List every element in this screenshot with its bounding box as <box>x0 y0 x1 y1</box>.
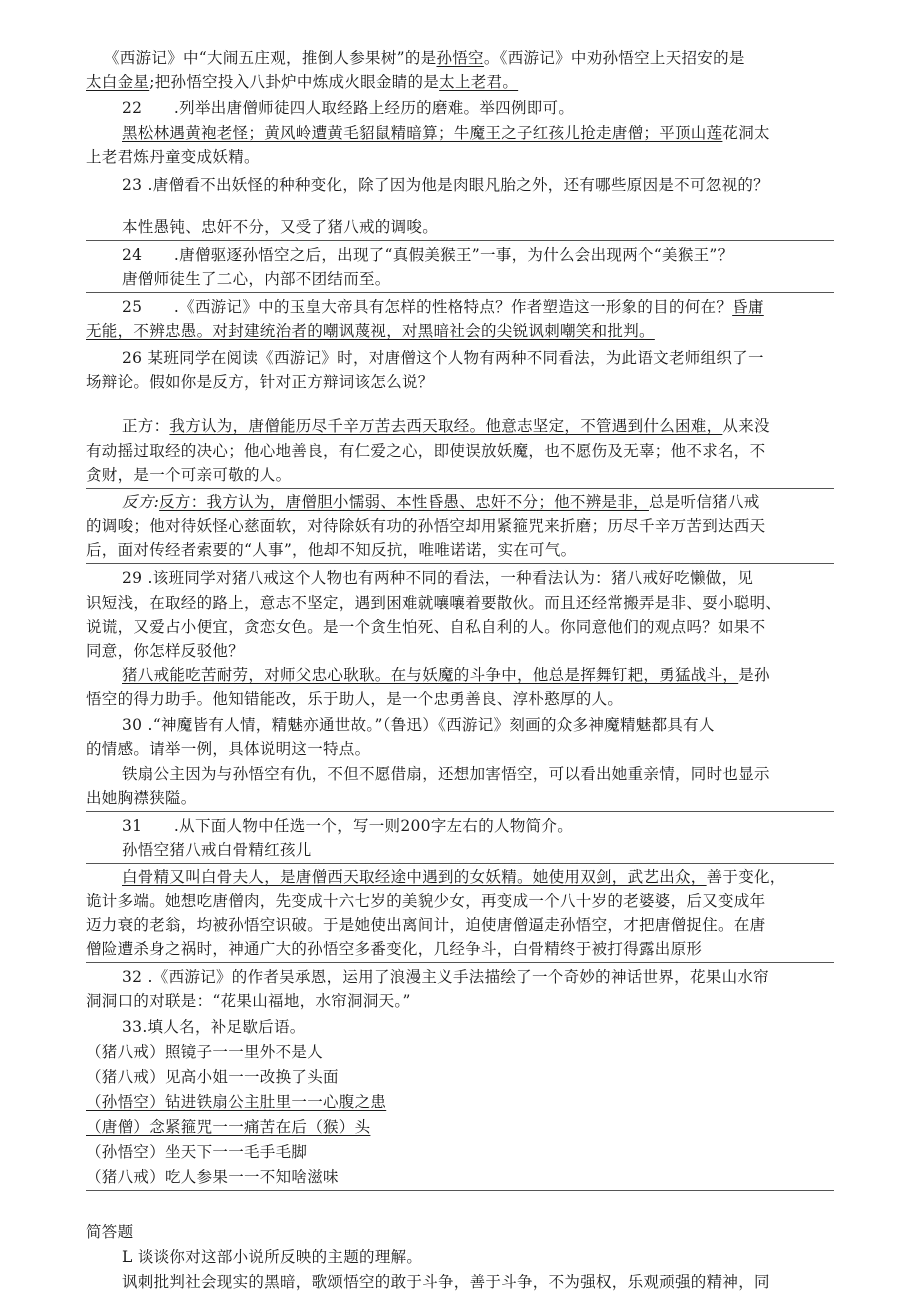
divider <box>86 292 834 293</box>
q31-answer-line3: 迈力衰的老翁，均被孙悟空识破。于是她使出离间计，迫使唐僧逼走孙悟空，才把唐僧捉住。在唐 <box>86 916 766 934</box>
q23-answer: 本性愚钝、忠奸不分，又受了猪八戒的调唆。 <box>122 218 439 236</box>
q22-answer-line1: 黑松林遇黄袍老怪；黄风岭遭黄毛貂鼠精暗算；牛魔王之子红孩儿抢走唐僧；平顶山莲花洞太 <box>122 124 770 142</box>
q32-line2: 洞洞口的对联是：“花果山福地，水帘洞洞天。” <box>86 992 411 1010</box>
q25-answer: 无能，不辨忠愚。对封建统治者的嘲讽蔑视，对黑暗社会的尖锐讽刺嘲笑和批判。 <box>86 322 655 340</box>
xiehouyu-item: （猪八戒）见高小姐一一改换了头面 <box>86 1068 339 1086</box>
q26-question-line2: 场辩论。假如你是反方，针对正方辩词该怎么说？ <box>86 373 434 391</box>
q22-question: 22 .列举出唐僧师徒四人取经路上经历的磨难。举四例即可。 <box>122 99 575 117</box>
fanfang-line1: 反方:反方：我方认为，唐僧胆小懦弱、本性昏愚、忠奸不分；他不辨是非，总是听信猪八戒 <box>122 493 760 511</box>
answer: 昏庸 <box>732 298 764 316</box>
q30-question-line2: 的情感。请举一例，具体说明这一特点。 <box>86 740 371 758</box>
divider <box>86 488 834 489</box>
q30-answer-line2: 出她胸襟狭隘。 <box>86 789 197 807</box>
xiehouyu-item: （唐僧）念紧箍咒一一痛苦在后（猴）头 <box>86 1118 371 1136</box>
q24-answer: 唐僧师徒生了二心，内部不团结而至。 <box>122 270 391 288</box>
answer: 太白金星 <box>86 73 150 91</box>
q32-line1: 32 .《西游记》的作者吴承恩，运用了浪漫主义手法描绘了一个奇妙的神话世界，花果山水帘 <box>122 968 769 986</box>
q30-question-line1: 30 .“神魔皆有人情，精魅亦通世故。”（鲁迅）《西游记》刻画的众多神魔精魅都具有人 <box>122 716 715 734</box>
q31-question: 31 .从下面人物中任选一个，写一则200字左右的人物简介。 <box>122 817 574 835</box>
q24-question: 24 .唐僧驱逐孙悟空之后，出现了“真假美猴王”一事，为什么会出现两个“美猴王”？ <box>122 246 734 264</box>
divider <box>86 863 834 864</box>
zhengfang-line3: 贪财，是一个可亲可敬的人。 <box>86 466 292 484</box>
answer: 太上老君。 <box>439 73 519 91</box>
short-q1: L 谈谈你对这部小说所反映的主题的理解。 <box>122 1248 423 1266</box>
divider <box>86 563 834 564</box>
zhengfang-line1: 正方：我方认为，唐僧能历尽千辛万苦去西天取经。他意志坚定，不管遇到什么困难，从来没 <box>122 417 770 435</box>
xiehouyu-item: （孙悟空）坐天下一一毛手毛脚 <box>86 1143 308 1161</box>
xiehouyu-item: （猪八戒）照镜子一一里外不是人 <box>86 1043 324 1061</box>
divider <box>86 811 834 812</box>
section-title: 简答题 <box>86 1223 134 1241</box>
q21-line1: 《西游记》中“大闹五庄观，推倒人参果树”的是孙悟空。《西游记》中劝孙悟空上天招安的是 <box>104 49 745 67</box>
q29-question-line4: 同意，你怎样反驳他？ <box>86 642 245 660</box>
q25-question: 25 .《西游记》中的玉皇大帝具有怎样的性格特点？作者塑造这一形象的目的何在？昏庸 <box>122 298 764 316</box>
q23-question: 23 .唐僧看不出妖怪的种种变化，除了因为他是肉眼凡胎之外，还有哪些原因是不可忽视的？ <box>122 176 769 194</box>
q30-answer-line1: 铁扇公主因为与孙悟空有仇，不但不愿借扇，还想加害悟空，可以看出她重亲情，同时也显示 <box>122 765 770 783</box>
xiehouyu-item: （猪八戒）吃人参果一一不知啥滋味 <box>86 1168 339 1186</box>
q26-question-line1: 26 某班同学在阅读《西游记》时，对唐僧这个人物有两种不同看法，为此语文老师组织了一 <box>122 349 764 367</box>
q31-answer-line4: 僧险遭杀身之祸时，神通广大的孙悟空多番变化，几经争斗，白骨精终于被打得露出原形 <box>86 940 703 958</box>
fanfang-line2: 的调唆；他对待妖怪心慈面软，对待除妖有功的孙悟空却用紧箍咒来折磨；历尽千辛万苦到达西天 <box>86 517 766 535</box>
q29-question-line3: 说谎，又爱占小便宜，贪恋女色。是一个贪生怕死、自私自利的人。你同意他们的观点吗？如果不 <box>86 618 766 636</box>
divider <box>86 1190 834 1191</box>
divider <box>86 962 834 963</box>
divider <box>86 240 834 241</box>
q29-answer-line2: 悟空的得力助手。他知错能改，乐于助人，是一个忠勇善良、淳朴憨厚的人。 <box>86 690 624 708</box>
short-a1: 讽刺批判社会现实的黑暗，歌颂悟空的敢于斗争，善于斗争，不为强权，乐观顽强的精神，同 <box>122 1273 770 1291</box>
q21-line2: 太白金星;把孙悟空投入八卦炉中炼成火眼金睛的是太上老君。 <box>86 73 519 91</box>
q29-answer-line1: 猪八戒能吃苦耐劳，对师父忠心耿耿。在与妖魔的斗争中，他总是挥舞钉耙，勇猛战斗，是孙 <box>122 666 770 684</box>
q31-options: 孙悟空猪八戒白骨精红孩儿 <box>122 841 312 859</box>
q33-question: 33.填人名，补足歇后语。 <box>122 1018 306 1036</box>
q22-answer-line2: 上老君炼丹童变成妖精。 <box>86 148 260 166</box>
q31-answer-line2: 诡计多端。她想吃唐僧肉，先变成十六七岁的美貌少女，再变成一个八十岁的老婆婆，后又变成年 <box>86 892 766 910</box>
xiehouyu-item: （孙悟空）钻进铁扇公主肚里一一心腹之患 <box>86 1093 387 1111</box>
fanfang-line3: 后，面对传经者索要的“人事”，他却不知反抗，唯唯诺诺，实在可气。 <box>86 541 577 559</box>
q29-question-line1: 29 .该班同学对猪八戒这个人物也有两种不同的看法，一种看法认为：猪八戒好吃懒做，见 <box>122 569 754 587</box>
zhengfang-line2: 有动摇过取经的决心；他心地善良，有仁爱之心，即使误放妖魔，也不愿伤及无辜；他不求名，不 <box>86 442 766 460</box>
q31-answer-line1: 白骨精又叫白骨夫人，是唐僧西天取经途中遇到的女妖精。她使用双剑，武艺出众，善于变化， <box>122 868 786 886</box>
q29-question-line2: 识短浅，在取经的路上，意志不坚定，遇到困难就嚷嚷着要散伙。而且还经常搬弄是非、耍小聪明、 <box>86 594 782 612</box>
answer: 孙悟空 <box>436 49 484 67</box>
